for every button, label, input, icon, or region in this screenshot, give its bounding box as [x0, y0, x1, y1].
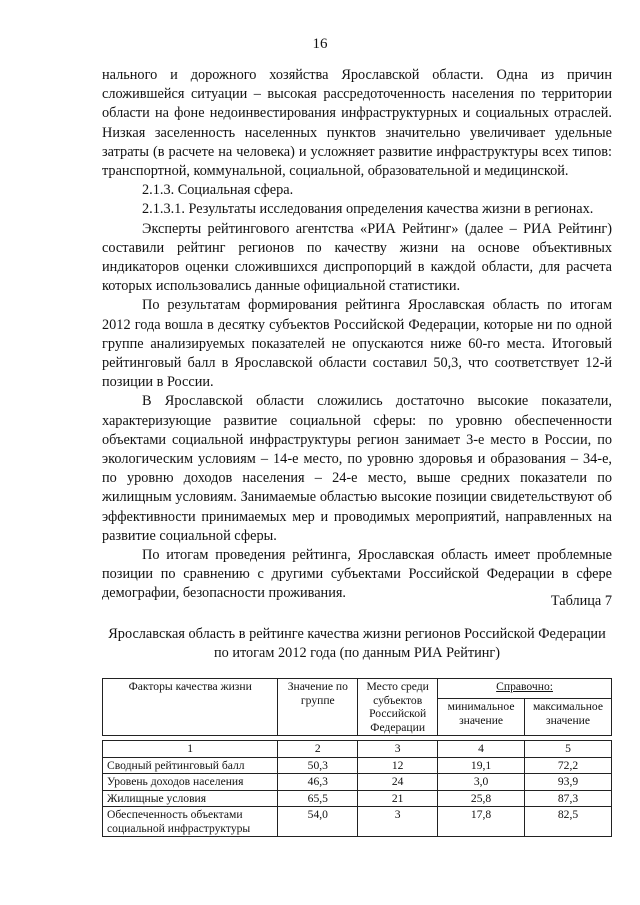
table-row [103, 757, 612, 774]
row-factor: Уровень доходов населения [103, 774, 278, 791]
body-text [102, 66, 612, 604]
row-place: 12 [358, 757, 438, 774]
quality-of-life-table [102, 678, 612, 837]
column-index: 1 [103, 741, 278, 758]
header-min: минимальное значение [438, 699, 525, 736]
row-max: 72,2 [525, 757, 612, 774]
row-place: 24 [358, 774, 438, 791]
column-index: 5 [525, 741, 612, 758]
column-index-row [103, 741, 612, 758]
paragraph: По результатам формирования рейтинга Ярославская область по итогам 2012 года вошла в десятку субъектов Российской Федерации, которые ни по одной группе анализируемых показателей не опускаются ниже 60-го места. Итоговый рейтинговый балл в Ярославской области составил 50,3, что соответствует 12-й позиции в России. [102, 297, 612, 391]
paragraph: По итогам проведения рейтинга, Ярославская область имеет проблемные позиции по сравнению с другими субъектами Российской Федерации в сфере демографии, безопасности проживания. [102, 547, 612, 602]
row-max: 87,3 [525, 790, 612, 807]
table-label: Таблица 7 [550, 593, 612, 609]
row-place: 3 [358, 807, 438, 837]
page-number: 16 [312, 36, 328, 52]
row-factor: Сводный рейтинговый балл [103, 757, 278, 774]
row-factor: Обеспеченность объектами социальной инфраструктуры [103, 807, 278, 837]
header-reference [438, 679, 612, 699]
paragraph: Эксперты рейтингового агентства «РИА Рейтинг» (далее – РИА Рейтинг) составили рейтинг регионов по качеству жизни на основе объективных индикаторов оценки сложившихся диспропорций в каждой области, для расчета которых использовались данные официальной статистики. [102, 220, 612, 295]
section-heading: 2.1.3. Социальная сфера. [142, 182, 294, 199]
table-row [103, 774, 612, 791]
row-factor: Жилищные условия [103, 790, 278, 807]
header-factor: Факторы качества жизни [103, 679, 278, 736]
row-min: 25,8 [438, 790, 525, 807]
row-value: 46,3 [278, 774, 358, 791]
row-min: 19,1 [438, 757, 525, 774]
row-max: 93,9 [525, 774, 612, 791]
header-value: Значение по группе [278, 679, 358, 736]
paragraph: нального и дорожного хозяйства Ярославской области. Одна из причин сложившейся ситуации – высокая рассредоточенность населения по территории области на фоне недоинвестирования инфраструктурных и социальных отраслей. Низкая заселенность населенных пунктов значительно увеличивает удельные затраты (в расчете на человека) и усложняет развитие инфраструктуры всех типов: транспортной, коммунальной, социальной, образовательной и медицинской. [102, 67, 612, 180]
column-index: 4 [438, 741, 525, 758]
table-row [103, 790, 612, 807]
header-max: максимальное значение [525, 699, 612, 736]
subsection-heading: 2.1.3.1. Результаты исследования определения качества жизни в регионах. [142, 201, 594, 218]
row-value: 65,5 [278, 790, 358, 807]
row-min: 3,0 [438, 774, 525, 791]
row-min: 17,8 [438, 807, 525, 837]
header-reference-text: Справочно: [496, 680, 553, 693]
table-caption: Ярославская область в рейтинге качества жизни регионов Российской Федерации по итогам 2012 года (по данным РИА Рейтинг) [108, 626, 606, 661]
row-value: 54,0 [278, 807, 358, 837]
column-index: 3 [358, 741, 438, 758]
row-value: 50,3 [278, 757, 358, 774]
table-row [103, 807, 612, 837]
row-place: 21 [358, 790, 438, 807]
row-max: 82,5 [525, 807, 612, 837]
header-place: Место среди субъектов Российской Федерации [358, 679, 438, 736]
paragraph: В Ярославской области сложились достаточно высокие показатели, характеризующие развитие социальной сферы: по уровню обеспеченности объектами социальной инфраструктуры регион занимает 3-е место в России, по экологическим условиям – 14-е место, по уровню здоровья и образования – 34-е, по уровню доходов населения – 24-е место, выше средних показатели по жилищным условиям. Занимаемые областью высокие позиции свидетельствуют об эффективности принимаемых мер и проводимых мероприятий, направленных на развитие социальной сферы. [102, 393, 612, 544]
column-index: 2 [278, 741, 358, 758]
